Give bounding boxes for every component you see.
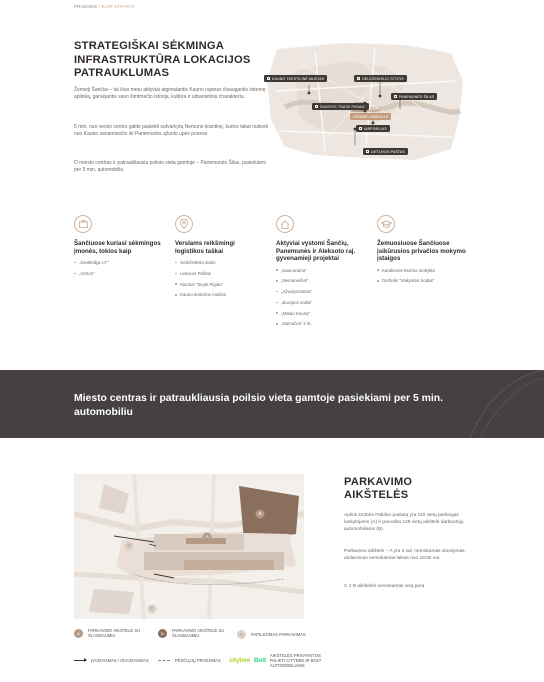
legend-label: ĮVAŽIAVIMAS / IŠVAŽIAVIMAS	[91, 658, 149, 663]
intro-paragraph-1: Žemieji Šančiai – tai šiuo metu aktyviai atgimstantis Kauno rajonas išsaugantis istorinę aplinką, garsėjantis savo šimtmečio istorija, kultūra ir urbanistiniu charakteriu.	[74, 87, 266, 101]
train-icon	[357, 77, 360, 80]
building-icon	[267, 77, 270, 80]
feature-list	[377, 268, 467, 284]
location-map	[255, 41, 469, 162]
briefcase-icon	[74, 215, 92, 233]
legend-label: PARKAVIMO AIKŠTELĖ SU ŠLAGBAUMIU	[172, 628, 225, 638]
map-tag-parcels[interactable]: SIUNTOS "SIUSK PIGIAU"	[312, 103, 369, 110]
feature-list	[276, 268, 366, 327]
list-item: „Namučiai“ ir kt.	[276, 321, 366, 326]
list-item: Kauno teritorine muitinė	[175, 292, 265, 297]
graduation-cap-icon	[377, 215, 395, 233]
parking-map-graphic	[74, 474, 304, 619]
breadcrumb-current: KAIP ATVYKTI	[101, 4, 135, 9]
feature-title: Aktyviai vystomi Šančių, Panemunės ir Aleksoto raj. gyvenamieji projektai	[276, 240, 356, 262]
house-icon	[276, 215, 294, 233]
list-item: Lietuvos Paštas	[175, 271, 265, 276]
legend-label: PAPILDOMAS PARKAVIMAS	[251, 632, 306, 637]
list-item: Geležinkelio stotis	[175, 260, 265, 265]
parking-map	[74, 474, 304, 619]
banner-text: Miesto centras ir patraukliausia poilsio vieta gamtoje pasiekiami per 5 min. automobiliu	[74, 393, 443, 418]
legend-parking-c	[237, 630, 337, 639]
legend-in-out	[74, 658, 164, 663]
map-marker-c2: C	[150, 606, 154, 611]
dashed-line-icon	[158, 660, 170, 661]
feature-title: Žemuosiuose Šančiuose įsikūrusios privačios mokymo įstaigos	[377, 240, 466, 262]
map-marker-c: C	[127, 543, 131, 548]
list-item: „Nemuniečiai“	[276, 278, 366, 283]
plane-icon	[359, 127, 362, 130]
page-title: STRATEGIŠKAI SĖKMINGA INFRASTRUKTŪRA LOKACIJOS PATRAUKLUMAS	[74, 40, 251, 79]
feature-residential	[276, 215, 366, 332]
map-tag-factory[interactable]: DROBĖS FABRIKAS	[350, 113, 391, 120]
arrow-icon	[74, 660, 86, 661]
mail-icon	[366, 150, 369, 153]
list-item: Darželis "Vaikystės Sodas"	[377, 278, 467, 283]
map-tag-textile[interactable]: KAUNO TEKSTILINĖ MUSTAS	[264, 75, 327, 82]
map-marker-b: B	[258, 511, 262, 516]
legend-label: AIKŠTELĖS PRIVATIKTOS PALIKTI CITYBEE IR BOLT AUTOMOBILIAMS	[269, 653, 322, 668]
list-item: „Europos sodai“	[276, 300, 366, 305]
map-tag-park[interactable]: PANEMUNĖS ŠILAS	[391, 93, 437, 100]
map-tag-post[interactable]: LIETUVOS PAŠTAS	[363, 148, 408, 155]
legend-walk	[158, 658, 238, 663]
legend-parking-b	[158, 628, 240, 638]
feature-education	[377, 215, 467, 289]
legend-label: PĖSČIŲJŲ PRAĖJIMAS	[175, 658, 221, 663]
legend-label: PARKAVIMO AIKŠTELĖ SU ŠLAGBAUMIU	[88, 628, 141, 638]
breadcrumb-separator: /	[98, 4, 101, 9]
list-item: „DevBridge LT“	[74, 260, 164, 265]
feature-companies	[74, 215, 164, 282]
list-item: „Kaunorama“	[276, 268, 366, 273]
list-item: „Matau Kauną“	[276, 311, 366, 316]
parking-paragraph-1: Aplink Drobės Fabriko pastatą yra 110 vietų parkingas lankytojams (A) ir paruošta 128 vietų aikštelė darbuotojų automobiliams (B).	[344, 513, 464, 533]
intro-paragraph-3: O miesto centras ir patraukliausia poilsio vieta gamtoje – Panemunės Šilas, pasiekiami per 5 min. automobiliu.	[74, 160, 266, 174]
bolt-logo: Bolt	[254, 657, 266, 664]
box-icon	[315, 105, 318, 108]
feature-list	[74, 260, 164, 276]
legend-parking-a	[74, 628, 162, 638]
legend-marker-b: B	[158, 629, 167, 638]
list-item: Siuntos "Siųsk Pigiau"	[175, 282, 265, 287]
map-marker-a: A	[205, 534, 209, 539]
map-tag-railway[interactable]: GELEŽINKELIO STOTIS	[354, 75, 407, 82]
intro-paragraph-2: 5 min. nuo verslo centro galite pasiekti sutvarkytą Nemuno krantinę, kurios takai nutiesti nuo Kauno senamiesčio iki Panemunės ąžuolo upės pusese.	[74, 124, 268, 138]
citybee-logo: citybee	[229, 657, 251, 664]
feature-title: Verslams reikšmingi logistikos taškai	[175, 240, 235, 255]
breadcrumb	[74, 4, 134, 9]
legend-carshare	[229, 653, 359, 668]
list-item: Karalienės Mortos mokykla	[377, 268, 467, 273]
list-item: „Ąžuolynorama“	[276, 289, 366, 294]
parking-paragraph-3: C ir B aikštelės nemokamas visą parą	[344, 584, 425, 589]
location-map-graphic	[255, 41, 469, 162]
feature-title: Šančiuose kuriasi sėkmingos įmonės, tokios kaip	[74, 240, 161, 255]
feature-logistics	[175, 215, 265, 303]
breadcrumb-home[interactable]: PRADINIS	[74, 4, 98, 9]
parking-paragraph-2: Parkavimo aikštelė – A yra 3 val. nemokamas stovėjimas, atidaromas nemokamas laikas nuo 18:00 val.	[344, 549, 466, 562]
list-item: „Votron“	[74, 271, 164, 276]
parking-title: PARKAVIMO AIKŠTELĖS	[344, 476, 413, 501]
location-pin-icon	[175, 215, 193, 233]
feature-list	[175, 260, 265, 297]
tree-icon	[394, 95, 397, 98]
legend-marker-c: C	[237, 630, 246, 639]
legend-marker-a: A	[74, 629, 83, 638]
map-tag-airport[interactable]: AIRPORLIUS	[356, 125, 390, 132]
